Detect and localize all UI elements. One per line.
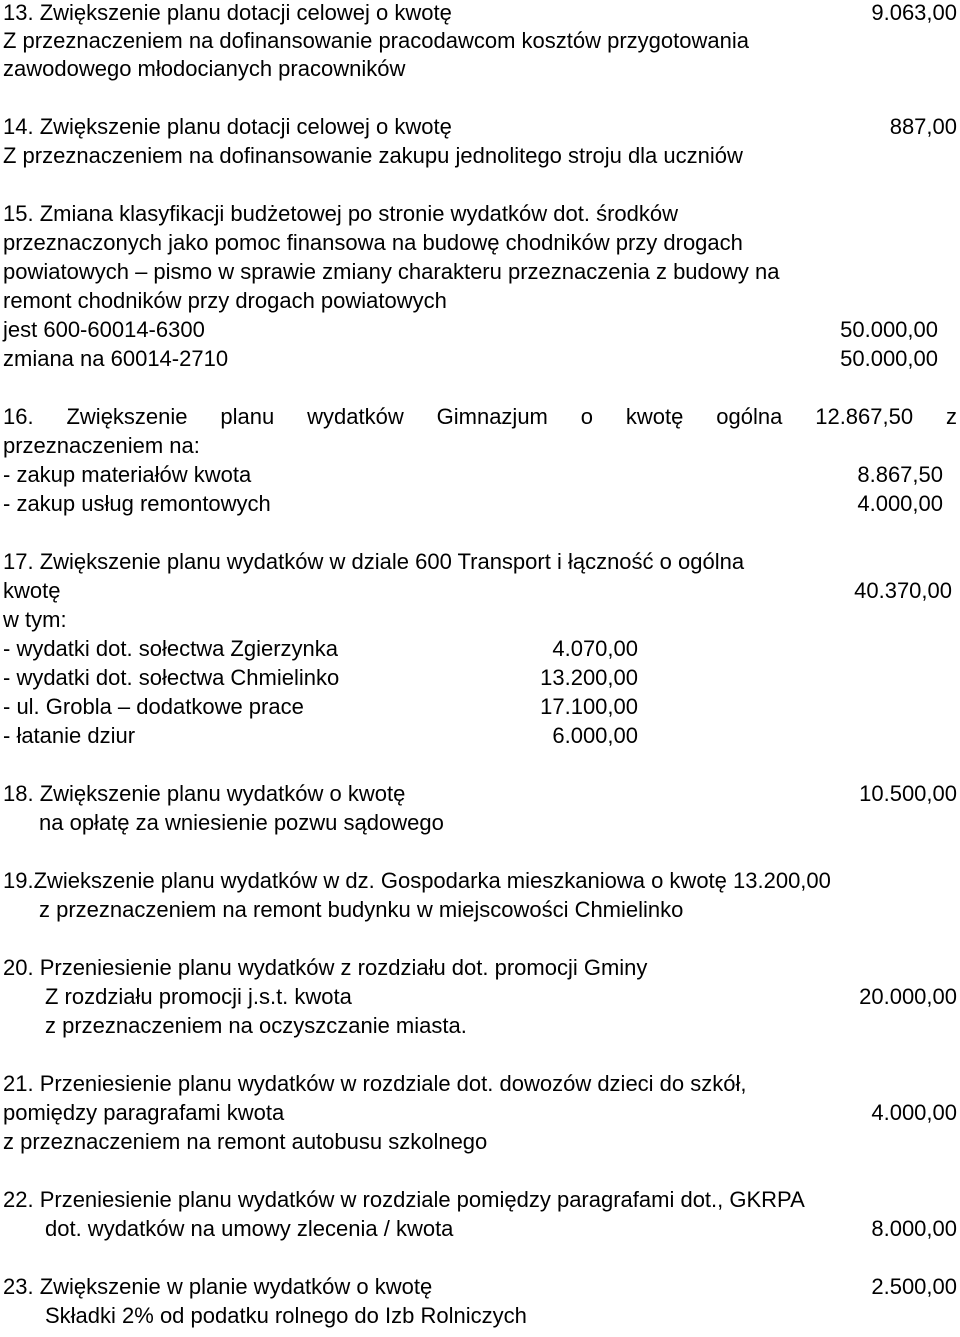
item-15-zmiana-amount: 50.000,00: [840, 346, 938, 371]
item-16-sub1-amount: 8.867,50: [857, 462, 943, 487]
item-20-amount: 20.000,00: [859, 984, 957, 1009]
item-15-line4: remont chodników przy drogach powiatowych: [3, 288, 447, 313]
item-17-line2: kwotę: [3, 578, 61, 603]
item-17-sub4-amount: 6.000,00: [552, 723, 638, 748]
item-16-sub2-amount: 4.000,00: [857, 491, 943, 516]
item-23-line2: Składki 2% od podatku rolnego do Izb Rolniczych: [45, 1303, 527, 1328]
item-13-amount: 9.063,00: [871, 0, 957, 25]
item-13-purpose-line1: Z przeznaczeniem na dofinansowanie pracodawcom kosztów przygotowania: [3, 28, 749, 53]
item-21-title: 21. Przeniesienie planu wydatków w rozdziale dot. dowozów dzieci do szkół,: [3, 1071, 747, 1096]
item-16-sub2-label: - zakup usług remontowych: [3, 491, 271, 516]
item-18-title: 18. Zwiększenie planu wydatków o kwotę: [3, 781, 406, 806]
item-15-line2: przeznaczonych jako pomoc finansowa na budowę chodników przy drogach: [3, 230, 743, 255]
item-17-sub3-amount: 17.100,00: [540, 694, 638, 719]
item-14-purpose: Z przeznaczeniem na dofinansowanie zakupu jednolitego stroju dla uczniów: [3, 143, 743, 168]
item-23-amount: 2.500,00: [871, 1274, 957, 1299]
item-15-jest-amount: 50.000,00: [840, 317, 938, 342]
item-20-line3: z przeznaczeniem na oczyszczanie miasta.: [45, 1013, 467, 1038]
item-17-amount: 40.370,00: [854, 578, 952, 603]
item-16-sub1-label: - zakup materiałów kwota: [3, 462, 252, 487]
item-16-line2: przeznaczeniem na:: [3, 433, 200, 458]
item-18-amount: 10.500,00: [859, 781, 957, 806]
item-21-line2: pomiędzy paragrafami kwota: [3, 1100, 285, 1125]
item-17-sub3-label: - ul. Grobla – dodatkowe prace: [3, 694, 304, 719]
item-21-amount: 4.000,00: [871, 1100, 957, 1125]
item-14-title: 14. Zwiększenie planu dotacji celowej o kwotę: [3, 114, 452, 139]
item-19-line2: z przeznaczeniem na remont budynku w miejscowości Chmielinko: [39, 897, 684, 922]
item-14-amount: 887,00: [889, 114, 957, 139]
item-16-title: 16. Zwiększenie planu wydatków Gimnazjum o kwotę ogólna 12.867,50 z: [3, 404, 957, 429]
item-17-sub2-label: - wydatki dot. sołectwa Chmielinko: [3, 665, 340, 690]
item-13-title: 13. Zwiększenie planu dotacji celowej o kwotę: [3, 0, 452, 25]
item-21-line3: z przeznaczeniem na remont autobusu szkolnego: [3, 1129, 488, 1154]
item-17-sub4-label: - łatanie dziur: [3, 723, 136, 748]
item-15-jest-label: jest 600-60014-6300: [3, 317, 205, 342]
item-20-line2: Z rozdziału promocji j.s.t. kwota: [45, 984, 352, 1009]
item-17-sub1-label: - wydatki dot. sołectwa Zgierzynka: [3, 636, 339, 661]
item-19-title: 19.Zwiekszenie planu wydatków w dz. Gospodarka mieszkaniowa o kwotę 13.200,00: [3, 868, 831, 893]
item-15-zmiana-label: zmiana na 60014-2710: [3, 346, 229, 371]
item-20-title: 20. Przeniesienie planu wydatków z rozdziału dot. promocji Gminy: [3, 955, 648, 980]
item-23-title: 23. Zwiększenie w planie wydatków o kwotę: [3, 1274, 433, 1299]
item-15-title: 15. Zmiana klasyfikacji budżetowej po stronie wydatków dot. środków: [3, 201, 678, 226]
item-13-purpose-line2: zawodowego młodocianych pracowników: [3, 56, 406, 81]
item-22-line2: dot. wydatków na umowy zlecenia / kwota: [45, 1216, 454, 1241]
item-22-amount: 8.000,00: [871, 1216, 957, 1241]
item-15-line3: powiatowych – pismo w sprawie zmiany charakteru przeznaczenia z budowy na: [3, 259, 780, 284]
item-22-title: 22. Przeniesienie planu wydatków w rozdziale pomiędzy paragrafami dot., GKRPA: [3, 1187, 805, 1212]
item-17-title: 17. Zwiększenie planu wydatków w dziale 600 Transport i łączność o ogólna: [3, 549, 745, 574]
item-17-sub2-amount: 13.200,00: [540, 665, 638, 690]
item-17-line3: w tym:: [3, 607, 67, 632]
item-17-sub1-amount: 4.070,00: [552, 636, 638, 661]
item-18-line2: na opłatę za wniesienie pozwu sądowego: [39, 810, 444, 835]
